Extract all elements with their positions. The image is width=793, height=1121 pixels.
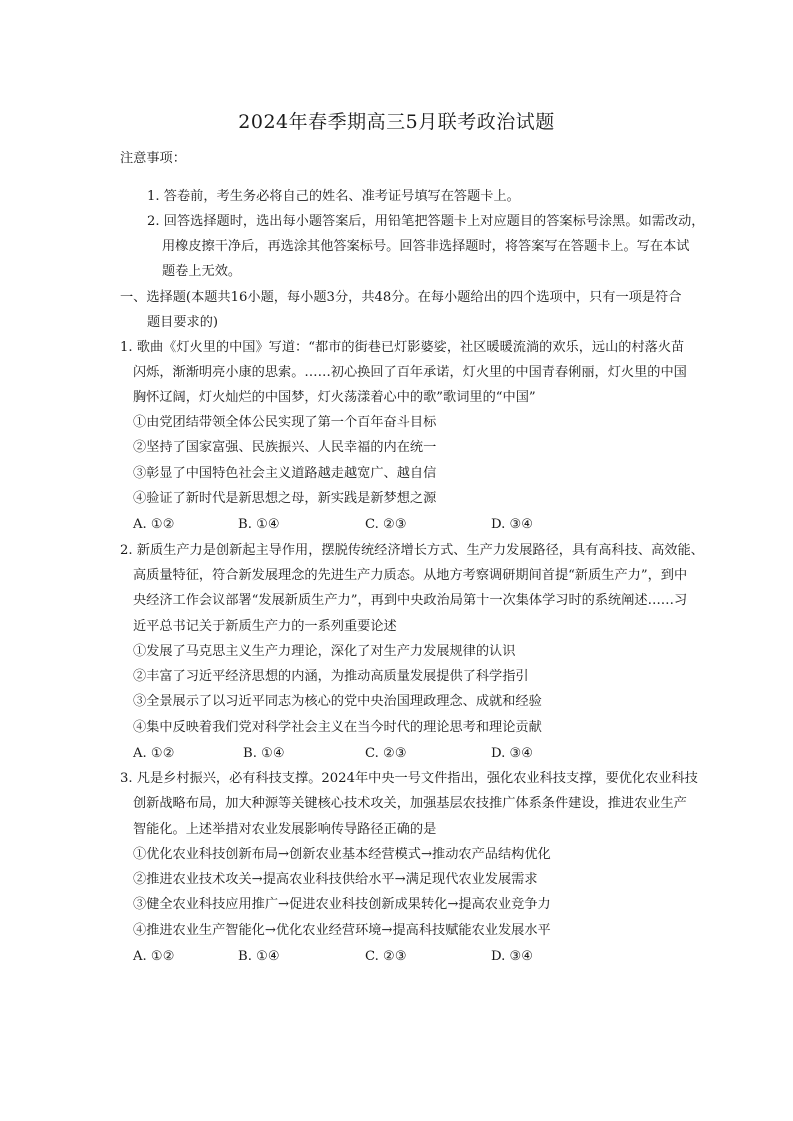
q3-stem: 创新战略布局，加大种源等关键核心技术攻关，加强基层农技推广体系条件建设，推进农业生产 bbox=[133, 796, 687, 811]
q2-stem: 2. 新质生产力是创新起主导作用，摆脱传统经济增长方式、生产力发展路径，具有高科技、高效能、 bbox=[120, 543, 704, 558]
option-b: B. ①④ bbox=[243, 746, 285, 761]
q2-options bbox=[133, 745, 553, 763]
option-c: C. ②③ bbox=[365, 517, 407, 532]
q2-stem: 近平总书记关于新质生产力的一系列重要论述 bbox=[133, 619, 397, 634]
q3-item: ①优化农业科技创新布局→创新农业基本经营模式→推动农产品结构优化 bbox=[133, 847, 551, 862]
q3-item: ③健全农业科技应用推广→促进农业科技创新成果转化→提高农业竞争力 bbox=[133, 897, 551, 912]
q3-item: ②推进农业技术攻关→提高农业科技供给水平→满足现代农业发展需求 bbox=[133, 872, 538, 887]
notice-item: 2. 回答选择题时，选出每小题答案后，用铅笔把答题卡上对应题目的答案标号涂黑。如需改动， bbox=[147, 214, 705, 229]
q2-item: ①发展了马克思主义生产力理论，深化了对生产力发展规律的认识 bbox=[133, 644, 516, 659]
option-d: D. ③④ bbox=[491, 746, 534, 761]
option-b: B. ①④ bbox=[238, 949, 280, 964]
notice-item: 1. 答卷前，考生务必将自己的姓名、准考证号填写在答题卡上。 bbox=[147, 189, 520, 204]
option-d: D. ③④ bbox=[491, 517, 534, 532]
q3-item: ④推进农业生产智能化→优化农业经营环境→提高科技赋能农业发展水平 bbox=[133, 923, 551, 938]
section-heading-cont: 题目要求的) bbox=[147, 315, 219, 330]
option-d: D. ③④ bbox=[491, 949, 534, 964]
section-heading: 一、选择题(本题共16小题，每小题3分，共48分。在每小题给出的四个选项中，只有一项是符合 bbox=[120, 290, 682, 305]
q1-item: ①由党团结带领全体公民实现了第一个百年奋斗目标 bbox=[133, 415, 437, 430]
q3-stem: 3. 凡是乡村振兴，必有科技支撑。2024年中央一号文件指出，强化农业科技支撑，要优化农业科技 bbox=[120, 771, 698, 786]
option-c: C. ②③ bbox=[365, 746, 407, 761]
q1-stem: 1. 歌曲《灯火里的中国》写道：“都市的街巷已灯影婆娑，社区暖暖流淌的欢乐，远山的村落火苗 bbox=[120, 340, 685, 355]
option-c: C. ②③ bbox=[365, 949, 407, 964]
q2-item: ④集中反映着我们党对科学社会主义在当今时代的理论思考和理论贡献 bbox=[133, 720, 542, 735]
page-title: 2024年春季期高三5月联考政治试题 bbox=[238, 111, 555, 133]
option-b: B. ①④ bbox=[238, 517, 280, 532]
q1-stem: 闪烁，渐渐明亮小康的思索。……初心换回了百年承诺，灯火里的中国青春俐丽，灯火里的中国 bbox=[133, 365, 687, 380]
q1-options bbox=[133, 516, 553, 534]
option-a: A. ①② bbox=[133, 517, 175, 532]
q3-stem: 智能化。上述举措对农业发展影响传导路径正确的是 bbox=[133, 822, 437, 837]
q2-item: ③全景展示了以习近平同志为核心的党中央治国理政理念、成就和经验 bbox=[133, 694, 542, 709]
q1-item: ④验证了新时代是新思想之母，新实践是新梦想之源 bbox=[133, 491, 437, 506]
q1-stem: 胸怀辽阔，灯火灿烂的中国梦，灯火荡漾着心中的歌”歌词里的“中国” bbox=[133, 390, 536, 405]
q1-item: ②坚持了国家富强、民族振兴、人民幸福的内在统一 bbox=[133, 440, 437, 455]
option-a: A. ①② bbox=[133, 746, 175, 761]
notice-item-cont: 用橡皮擦干净后，再选涂其他答案标号。回答非选择题时，将答案写在答题卡上。写在本试 bbox=[162, 239, 690, 254]
notice-item-cont: 题卷上无效。 bbox=[162, 264, 242, 279]
q2-item: ②丰富了习近平经济思想的内涵，为推动高质量发展提供了科学指引 bbox=[133, 669, 529, 684]
q1-item: ③彰显了中国特色社会主义道路越走越宽广、越自信 bbox=[133, 466, 437, 481]
q3-options bbox=[133, 948, 553, 966]
q2-stem: 高质量特征，符合新发展理念的先进生产力质态。从地方考察调研期间首提“新质生产力”，到中 bbox=[133, 568, 688, 583]
q2-stem: 央经济工作会议部署“发展新质生产力”，再到中央政治局第十一次集体学习时的系统阐述……习 bbox=[133, 593, 688, 608]
option-a: A. ①② bbox=[133, 949, 175, 964]
notice-header: 注意事项： bbox=[120, 151, 186, 166]
